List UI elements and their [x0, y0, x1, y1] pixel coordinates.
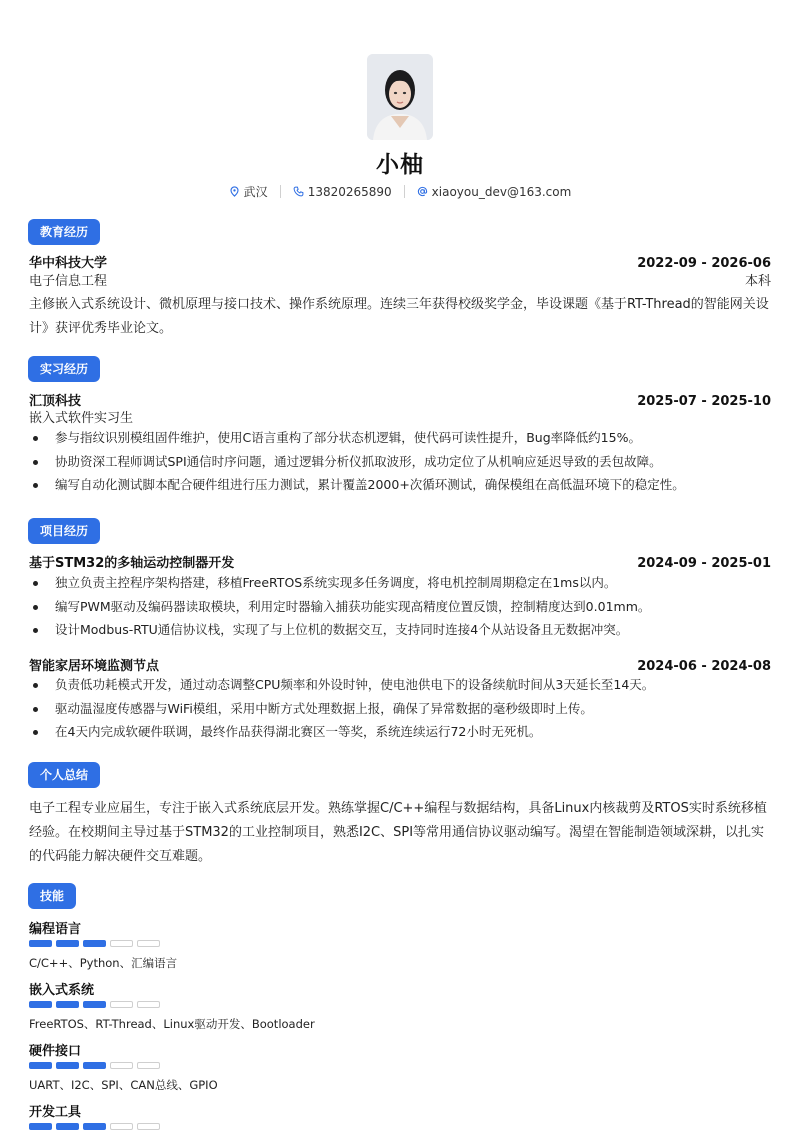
section-education-title: 教育经历 — [28, 219, 100, 245]
contact-phone — [293, 185, 392, 199]
candidate-name: 小柚 — [376, 152, 424, 178]
skill-name: 硬件接口 — [29, 1044, 82, 1059]
project-period: 2024-09 - 2025-01 — [637, 556, 771, 571]
skill-bar-empty — [110, 1123, 133, 1130]
project-title: 智能家居环境监测节点 — [29, 659, 160, 674]
internship-period: 2025-07 - 2025-10 — [637, 394, 771, 409]
skill-detail: UART、I2C、SPI、CAN总线、GPIO — [29, 1078, 218, 1092]
skill-level-bars — [29, 1123, 160, 1130]
project-title: 基于STM32的多轴运动控制器开发 — [29, 556, 235, 571]
internship-role: 嵌入式软件实习生 — [29, 411, 134, 426]
list-item: 编写PWM驱动及编码器读取模块，利用定时器输入捕获功能实现高精度位置反馈，控制精度达到0.01mm。 — [29, 595, 771, 619]
skill-bar-filled — [56, 1123, 79, 1130]
contact-email — [417, 185, 572, 199]
skill-bar-filled — [29, 1062, 52, 1069]
education-period: 2022-09 - 2026-06 — [637, 256, 771, 271]
skill-bar-filled — [29, 940, 52, 947]
list-item: 参与指纹识别模组固件维护，使用C语言重构了部分状态机逻辑，使代码可读性提升，Bug率降低约15%。 — [29, 426, 771, 450]
skill-name: 嵌入式系统 — [29, 983, 95, 998]
contact-divider — [280, 185, 281, 198]
skill-bar-empty — [110, 1062, 133, 1069]
list-item: 在4天内完成软硬件联调，最终作品获得湖北赛区一等奖，系统连续运行72小时无死机。 — [29, 720, 771, 744]
skill-bar-empty — [110, 940, 133, 947]
skill-bar-filled — [56, 940, 79, 947]
section-summary-title: 个人总结 — [28, 762, 100, 788]
skill-bar-filled — [56, 1062, 79, 1069]
skill-bar-filled — [29, 1123, 52, 1130]
project-period: 2024-06 - 2024-08 — [637, 659, 771, 674]
skill-bar-filled — [29, 1001, 52, 1008]
phone-icon — [293, 186, 304, 197]
list-item: 驱动温湿度传感器与WiFi模组，采用中断方式处理数据上报，确保了异常数据的毫秒级即时上传。 — [29, 697, 771, 721]
contact-divider — [404, 185, 405, 198]
section-internship-title: 实习经历 — [28, 356, 100, 382]
skill-bar-filled — [83, 1123, 106, 1130]
skill-level-bars — [29, 1062, 160, 1069]
internship-bullets — [29, 426, 771, 497]
skill-level-bars — [29, 940, 160, 947]
education-description: 主修嵌入式系统设计、微机原理与接口技术、操作系统原理。连续三年获得校级奖学金，毕设课题《基于RT-Thread的智能网关设计》获评优秀毕业论文。 — [29, 297, 769, 336]
company-name: 汇顶科技 — [29, 394, 82, 409]
list-item: 负责低功耗模式开发，通过动态调整CPU频率和外设时钟，使电池供电下的设备续航时间从3天延长至14天。 — [29, 673, 771, 697]
skill-detail: C/C++、Python、汇编语言 — [29, 956, 178, 970]
skill-bar-filled — [83, 940, 106, 947]
list-item: 协助资深工程师调试SPI通信时序问题，通过逻辑分析仪抓取波形，成功定位了从机响应延迟导致的丢包故障。 — [29, 450, 771, 474]
avatar — [367, 54, 433, 140]
school-name: 华中科技大学 — [29, 256, 108, 271]
contact-bar — [0, 183, 800, 200]
list-item: 编写自动化测试脚本配合硬件组进行压力测试，累计覆盖2000+次循环测试，确保模组在高低温环境下的稳定性。 — [29, 473, 771, 497]
summary-text: 电子工程专业应届生，专注于嵌入式系统底层开发。熟练掌握C/C++编程与数据结构，具备Linux内核裁剪及RTOS实时系统移植经验。在校期间主导过基于STM32的工业控制项目，熟悉I2C、SPI等常用通信协议驱动编写。渴望在智能制造领域深耕，以扎实的代码能力解决硬件交互难题。 — [29, 801, 767, 864]
project-2-header-row — [29, 655, 771, 674]
list-item: 设计Modbus-RTU通信协议栈，实现了与上位机的数据交互，支持同时连接4个从站设备且无数据冲突。 — [29, 618, 771, 642]
section-skills-title: 技能 — [28, 883, 76, 909]
project-1-header-row — [29, 552, 771, 571]
education-header-row — [29, 252, 771, 271]
skill-name: 编程语言 — [29, 922, 82, 937]
avatar-portrait — [367, 54, 433, 140]
skill-level-bars — [29, 1001, 160, 1008]
skill-bar-empty — [137, 1062, 160, 1069]
section-projects-title: 项目经历 — [28, 518, 100, 544]
major: 电子信息工程 — [29, 274, 108, 289]
skill-bar-empty — [137, 940, 160, 947]
contact-location — [229, 183, 268, 200]
skill-bar-empty — [137, 1001, 160, 1008]
skill-name: 开发工具 — [29, 1105, 82, 1120]
skill-bar-filled — [83, 1062, 106, 1069]
location-icon — [229, 186, 240, 197]
location-text: 武汉 — [243, 185, 268, 199]
education-sub-row — [29, 270, 771, 289]
degree: 本科 — [744, 274, 771, 289]
phone-text: 13820265890 — [307, 184, 392, 199]
skill-detail: FreeRTOS、RT-Thread、Linux驱动开发、Bootloader — [29, 1017, 315, 1031]
email-text: xiaoyou_dev@163.com — [431, 184, 572, 199]
email-icon — [417, 186, 428, 197]
skill-bar-filled — [83, 1001, 106, 1008]
internship-role-row — [29, 407, 771, 426]
project-2-bullets — [29, 673, 771, 744]
list-item: 独立负责主控程序架构搭建，移植FreeRTOS系统实现多任务调度，将电机控制周期稳定在1ms以内。 — [29, 571, 771, 595]
project-1-bullets — [29, 571, 771, 642]
skill-bar-empty — [110, 1001, 133, 1008]
skill-bar-empty — [137, 1123, 160, 1130]
skill-bar-filled — [56, 1001, 79, 1008]
